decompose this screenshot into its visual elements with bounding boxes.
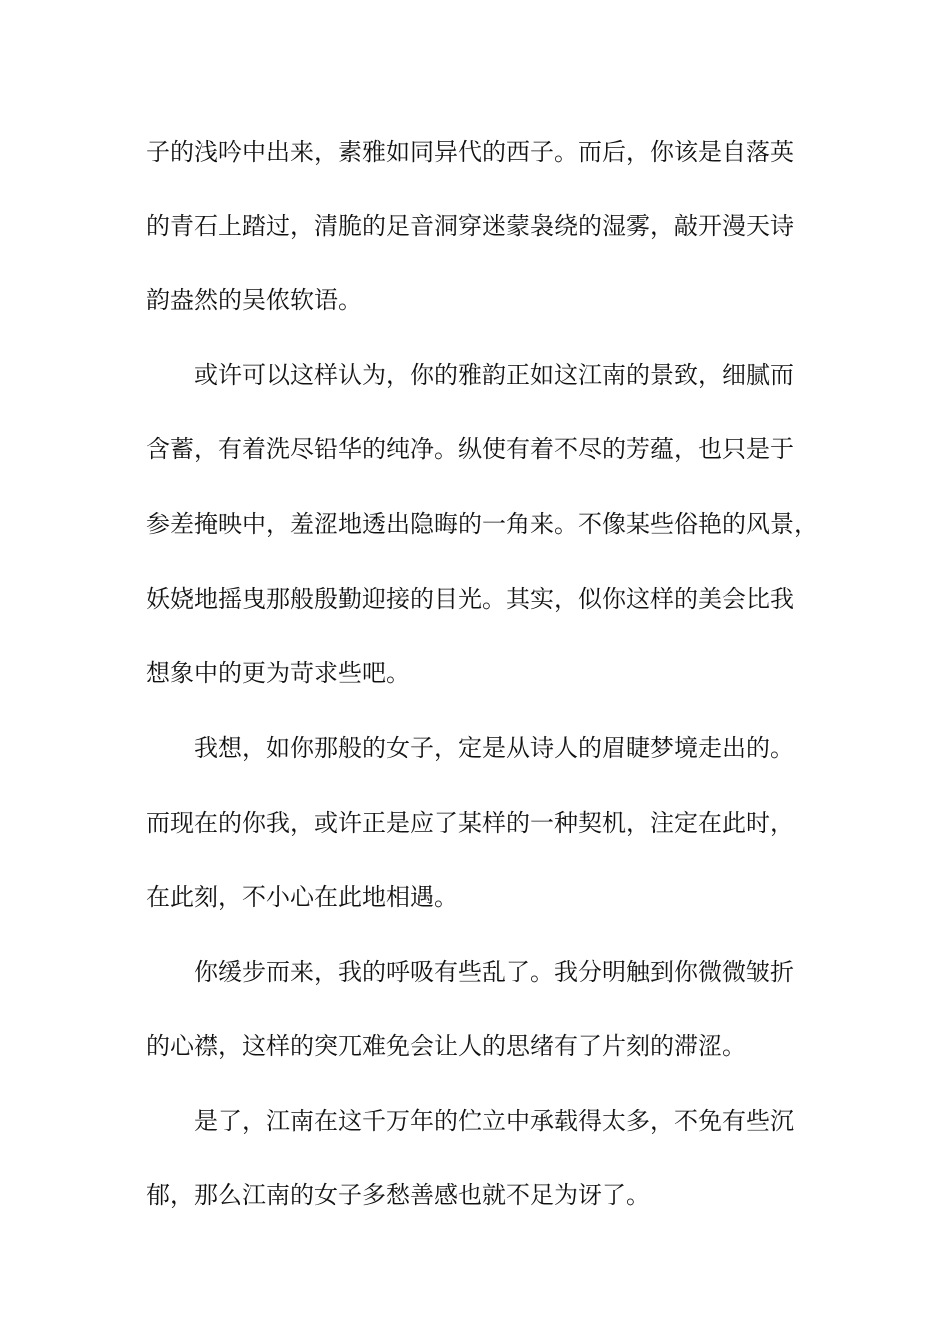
paragraph-2-line-1: 或许可以这样认为，你的雅韵正如这江南的景致，细腻而: [194, 361, 794, 389]
paragraph-4-line-1: 你缓步而来，我的呼吸有些乱了。我分明触到你微微皱折: [194, 958, 794, 986]
paragraph-5-line-1: 是了，江南在这千万年的伫立中承载得太多，不免有些沉: [194, 1107, 794, 1135]
paragraph-3-line-1: 我想，如你那般的女子，定是从诗人的眉睫梦境走出的。: [194, 734, 794, 762]
paragraph-2-line-2: 含蓄，有着洗尽铅华的纯净。纵使有着不尽的芳蕴，也只是于: [146, 435, 794, 463]
paragraph-2-line-3: 参差掩映中，羞涩地透出隐晦的一角来。不像某些俗艳的风景，: [146, 510, 818, 538]
paragraph-2-line-5: 想象中的更为苛求些吧。: [146, 659, 410, 687]
paragraph-1-line-2: 的青石上踏过，清脆的足音洞穿迷蒙袅绕的湿雾，敲开漫天诗: [146, 212, 794, 240]
paragraph-2-line-4: 妖娆地摇曳那般殷勤迎接的目光。其实，似你这样的美会比我: [146, 585, 794, 613]
paragraph-1-line-3: 韵盎然的吴侬软语。: [146, 286, 362, 314]
paragraph-4-line-2: 的心襟，这样的突兀难免会让人的思绪有了片刻的滞涩。: [146, 1032, 746, 1060]
paragraph-1-line-1: 子的浅吟中出来，素雅如同异代的西子。而后，你该是自落英: [146, 138, 794, 166]
paragraph-5-line-2: 郁，那么江南的女子多愁善感也就不足为讶了。: [146, 1181, 650, 1209]
paragraph-3-line-2: 而现在的你我，或许正是应了某样的一种契机，注定在此时，: [146, 809, 794, 837]
paragraph-3-line-3: 在此刻，不小心在此地相遇。: [146, 883, 458, 911]
